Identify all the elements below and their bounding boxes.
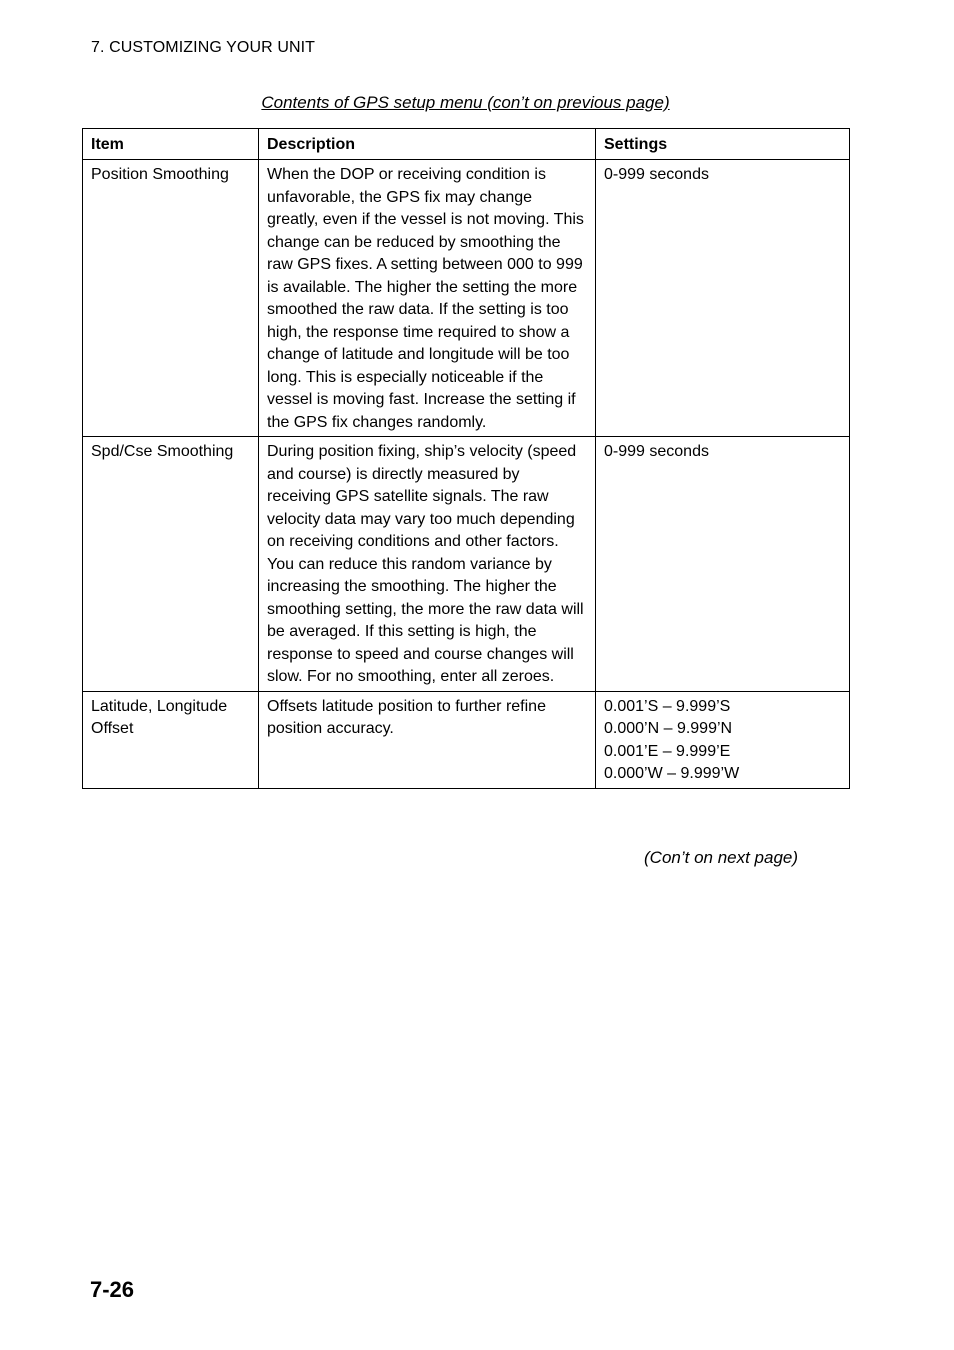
table-caption: Contents of GPS setup menu (con’t on previous page)	[261, 93, 670, 112]
description-cell: During position fixing, ship’s velocity (speed and course) is directly measured by receiving GPS satellite signals. The raw velocity data may vary too much depending on receiving conditions and other factors. You can reduce this random variance by increasing the smoothing. The higher the smoothing setting, the more the raw data will be averaged. If this setting is high, the response to speed and course changes will slow. For no smoothing, enter all zeroes.	[259, 437, 596, 692]
description-cell: Offsets latitude position to further refine position accuracy.	[259, 691, 596, 788]
table-row	[83, 437, 850, 692]
settings-value: 0.000’W – 9.999’W	[604, 765, 740, 782]
settings-value: 0.000’N – 9.999’N	[604, 720, 733, 737]
settings-value: 0.001’S – 9.999’S	[604, 697, 731, 715]
settings-cell	[596, 160, 850, 437]
settings-cell	[596, 437, 850, 692]
item-cell: Latitude, Longitude Offset	[83, 691, 259, 788]
continued-note: (Con’t on next page)	[644, 848, 799, 867]
page-number: 7-26	[90, 1277, 135, 1302]
settings-cell	[596, 691, 850, 788]
table-row	[83, 691, 850, 788]
settings-value: 0.001’E – 9.999’E	[604, 742, 731, 760]
settings-value: 0-999 seconds	[604, 443, 709, 460]
column-header-description: Description	[259, 129, 596, 160]
item-cell: Position Smoothing	[83, 160, 259, 437]
gps-setup-menu-table	[82, 128, 850, 789]
item-cell: Spd/Cse Smoothing	[83, 437, 259, 692]
column-header-settings: Settings	[596, 129, 850, 160]
table-header-row	[83, 129, 850, 160]
settings-value: 0-999 seconds	[604, 166, 709, 183]
running-header: 7. CUSTOMIZING YOUR UNIT	[91, 39, 316, 56]
column-header-item: Item	[83, 129, 259, 160]
description-cell: When the DOP or receiving condition is unfavorable, the GPS fix may change greatly, even if the vessel is not moving. This change can be reduced by smoothing the raw GPS fixes. A setting between 000 to 999 is available. The higher the setting the more smoothed the raw data. If the setting is too high, the response time required to show a change of latitude and longitude will be too long. This is especially noticeable if the vessel is moving fast. Increase the setting if the GPS fix changes randomly.	[259, 160, 596, 437]
table-row	[83, 160, 850, 437]
